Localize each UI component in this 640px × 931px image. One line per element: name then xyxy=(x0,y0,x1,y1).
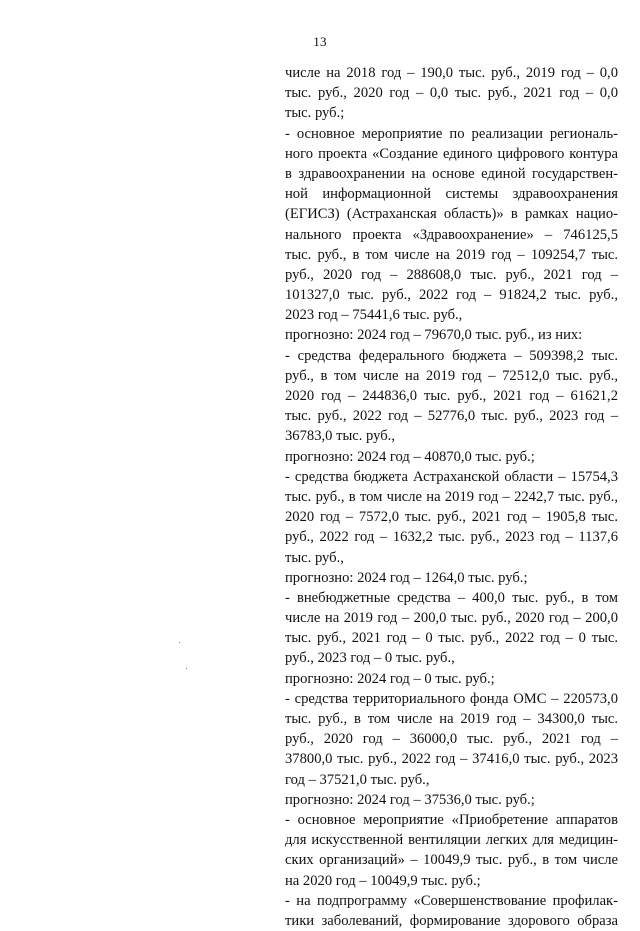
page-number: 13 xyxy=(313,34,327,49)
document-body xyxy=(285,63,618,931)
text-line: - средства территориального фонда ОМС – 220573,0 xyxy=(285,690,618,707)
text-line: 36783,0 тыс. руб., xyxy=(285,428,395,445)
text-line: на 2020 год – 10049,9 тыс. руб.; xyxy=(285,872,481,889)
text-line: - средства федерального бюджета – 509398,2 тыс. xyxy=(285,347,618,364)
text-line: тики заболеваний, формирование здорового образа xyxy=(285,912,618,929)
text-line: прогнозно: 2024 год – 0 тыс. руб.; xyxy=(285,670,495,687)
text-line: нального проекта «Здравоохранение» – 746125,5 xyxy=(285,226,618,243)
text-line: руб., 2020 год – 288608,0 тыс. руб., 2021 год – xyxy=(285,266,618,283)
text-line: (ЕГИСЗ) (Астраханская область)» в рамках нацио- xyxy=(285,206,618,223)
text-line: прогнозно: 2024 год – 40870,0 тыс. руб.; xyxy=(285,448,535,465)
text-line: руб., в том числе на 2019 год – 72512,0 тыс. руб., xyxy=(285,367,618,384)
text-line: - основное мероприятие «Приобретение аппаратов xyxy=(285,811,618,828)
text-line: прогнозно: 2024 год – 79670,0 тыс. руб., из них: xyxy=(285,327,583,344)
text-line: прогнозно: 2024 год – 1264,0 тыс. руб.; xyxy=(285,569,528,586)
text-line: ной информационной системы здравоохранения xyxy=(285,186,618,203)
text-line: руб., 2023 год – 0 тыс. руб., xyxy=(285,650,455,667)
text-line: ного проекта «Создание единого цифрового контура xyxy=(285,145,618,162)
text-line: - внебюджетные средства – 400,0 тыс. руб., в том xyxy=(285,589,618,606)
text-line: год – 37521,0 тыс. руб., xyxy=(285,771,430,788)
text-line: тыс. руб., в том числе на 2019 год – 34300,0 тыс. xyxy=(285,711,618,727)
text-line: тыс. руб., 2021 год – 0 тыс. руб., 2022 год – 0 тыс. xyxy=(285,630,618,647)
text-line: 2023 год – 75441,6 тыс. руб., xyxy=(285,307,463,324)
text-line: числе на 2018 год – 190,0 тыс. руб., 2019 год – 0,0 xyxy=(285,65,618,81)
text-line: тыс. руб., в том числе на 2019 год – 2242,7 тыс. руб., xyxy=(285,488,618,505)
text-line: числе на 2019 год – 200,0 тыс. руб., 2020 год – 200,0 xyxy=(285,610,618,627)
scan-speck xyxy=(179,642,180,643)
text-line: тыс. руб., 2020 год – 0,0 тыс. руб., 2021 год – 0,0 xyxy=(285,85,618,102)
text-line: ских организаций» – 10049,9 тыс. руб., в том числе xyxy=(285,852,618,869)
text-line: тыс. руб., в том числе на 2019 год – 109254,7 тыс. xyxy=(285,246,618,263)
text-line: в здравоохранении на основе единой государствен- xyxy=(285,165,618,182)
scan-speck xyxy=(186,668,187,669)
text-line: для искусственной вентиляции легких для медицин- xyxy=(285,832,618,849)
text-line: - средства бюджета Астраханской области – 15754,3 xyxy=(285,468,618,485)
text-line: - на подпрограмму «Совершенствование профилак- xyxy=(285,892,618,909)
text-line: прогнозно: 2024 год – 37536,0 тыс. руб.; xyxy=(285,791,535,808)
text-line: 101327,0 тыс. руб., 2022 год – 91824,2 тыс. руб., xyxy=(285,287,618,304)
text-line: тыс. руб., xyxy=(285,549,344,566)
text-line: 2020 год – 244836,0 тыс. руб., 2021 год – 61621,2 xyxy=(285,388,618,404)
text-line: руб., 2020 год – 36000,0 тыс. руб., 2021 год – xyxy=(285,731,618,748)
text-line: - основное мероприятие по реализации региональ- xyxy=(285,125,618,142)
text-line: 37800,0 тыс. руб., 2022 год – 37416,0 тыс. руб., 2023 xyxy=(285,751,618,768)
text-line: тыс. руб., 2022 год – 52776,0 тыс. руб., 2023 год – xyxy=(285,408,618,425)
text-line: 2020 год – 7572,0 тыс. руб., 2021 год – 1905,8 тыс. xyxy=(285,509,618,526)
text-line: тыс. руб.; xyxy=(285,105,345,122)
text-line: руб., 2022 год – 1632,2 тыс. руб., 2023 год – 1137,6 xyxy=(285,529,618,546)
